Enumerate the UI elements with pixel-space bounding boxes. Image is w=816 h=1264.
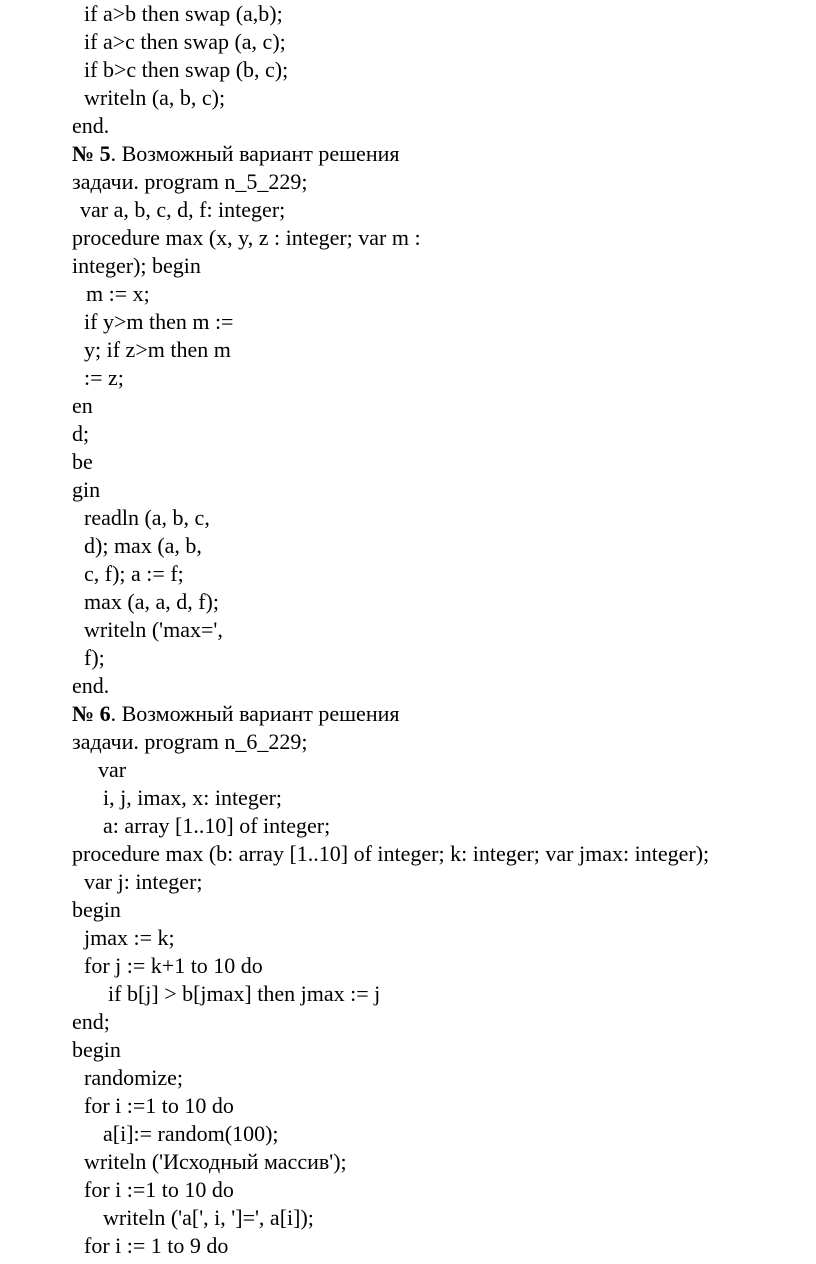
- code-line: randomize;: [84, 1065, 183, 1090]
- code-line: if a>b then swap (a,b);: [84, 1, 283, 26]
- code-line: c, f); a := f;: [84, 561, 184, 586]
- code-line: en: [72, 393, 93, 418]
- code-line: for i := 1 to 9 do: [84, 1233, 229, 1258]
- code-line: procedure max (b: array [1..10] of integer; k: integer; var jmax: integer);: [72, 841, 710, 866]
- code-line: if y>m then m :=: [84, 309, 234, 334]
- code-line: procedure max (x, y, z : integer; var m :: [72, 225, 421, 250]
- code-line: writeln ('a[', i, ']=', a[i]);: [103, 1205, 314, 1230]
- code-line: var: [98, 757, 127, 782]
- task-heading-text: . Возможный вариант решения: [110, 701, 400, 726]
- code-line: var j: integer;: [84, 869, 203, 894]
- task-heading-text: . Возможный вариант решения: [110, 141, 400, 166]
- code-line: if a>c then swap (a, c);: [84, 29, 286, 54]
- code-line: writeln ('Исходный массив');: [84, 1149, 347, 1174]
- code-line: writeln (a, b, c);: [84, 85, 226, 110]
- code-line: max (a, a, d, f);: [84, 589, 219, 614]
- code-line: writeln ('max=',: [84, 617, 223, 642]
- code-line: if b[j] > b[jmax] then jmax := j: [108, 981, 381, 1006]
- code-line: a: array [1..10] of integer;: [103, 813, 331, 838]
- text-line: задачи. program n_6_229;: [72, 729, 308, 754]
- code-line: integer); begin: [72, 253, 201, 278]
- code-line: i, j, imax, x: integer;: [103, 785, 283, 810]
- code-line: for i :=1 to 10 do: [84, 1093, 234, 1118]
- text-line: задачи. program n_5_229;: [72, 169, 308, 194]
- task-heading-6: [72, 700, 400, 728]
- code-line: gin: [72, 477, 101, 502]
- task-number: № 6: [72, 701, 111, 726]
- code-line: readln (a, b, c,: [84, 505, 210, 530]
- code-line: for j := k+1 to 10 do: [84, 953, 263, 978]
- code-line: if b>c then swap (b, c);: [84, 57, 289, 82]
- code-line: end.: [72, 113, 110, 138]
- code-line: d); max (a, b,: [84, 533, 202, 558]
- code-line: end;: [72, 1009, 110, 1034]
- task-number: № 5: [72, 141, 111, 166]
- code-line: begin: [72, 897, 121, 922]
- task-heading-5: [72, 140, 400, 168]
- code-line: := z;: [84, 365, 124, 390]
- code-line: be: [72, 449, 93, 474]
- code-line: a[i]:= random(100);: [103, 1121, 279, 1146]
- code-line: jmax := k;: [84, 925, 175, 950]
- code-line: y; if z>m then m: [84, 337, 231, 362]
- code-line: end.: [72, 673, 110, 698]
- code-line: var a, b, c, d, f: integer;: [80, 197, 286, 222]
- code-line: begin: [72, 1037, 121, 1062]
- code-line: for i :=1 to 10 do: [84, 1177, 234, 1202]
- code-line: m := x;: [86, 281, 150, 306]
- code-line: d;: [72, 421, 90, 446]
- code-line: f);: [84, 645, 105, 670]
